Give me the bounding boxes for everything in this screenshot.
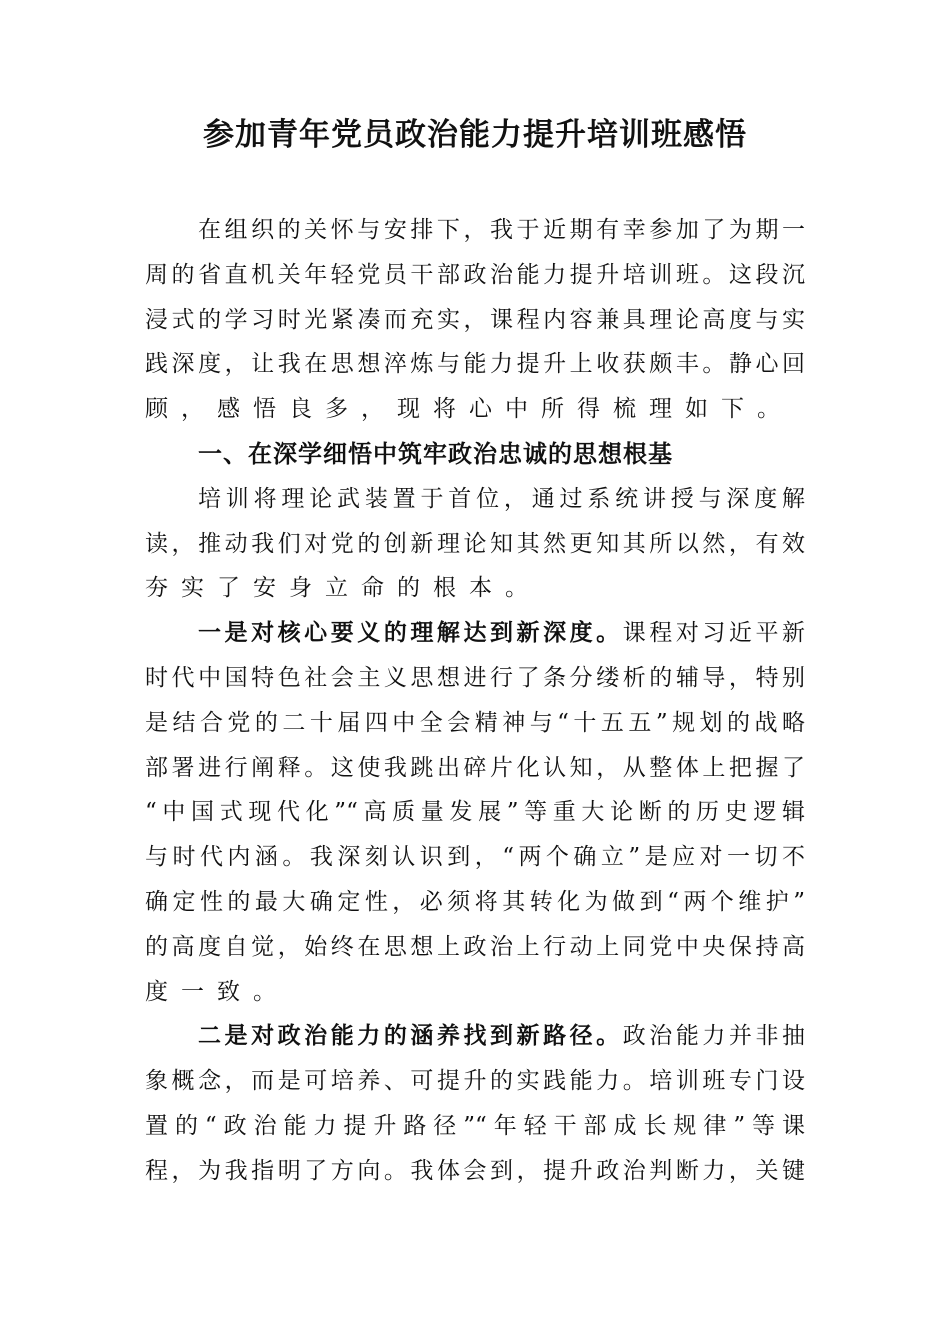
bold-lead-phrase: 二是对政治能力的涵养找到新路径。 [198, 1022, 623, 1050]
text-line [145, 342, 805, 387]
text-line [145, 701, 805, 746]
paragraph [145, 208, 805, 432]
line-text: 程，为我指明了方向。我体会到，提升政治判断力，关键 [145, 1157, 805, 1184]
line-text: 周的省直机关年轻党员干部政治能力提升培训班。这段沉 [145, 261, 805, 288]
text-line [145, 611, 805, 656]
paragraph [145, 1014, 805, 1193]
line-text: 的高度自觉，始终在思想上政治上行动上同党中央保持高 [145, 933, 805, 960]
text-line [145, 253, 805, 298]
document-body [145, 208, 805, 1194]
line-text: 夯实了安身立命的根本。 [145, 575, 541, 602]
line-text: 浸式的学习时光紧凑而充实，课程内容兼具理论高度与实 [145, 306, 805, 333]
line-text: 象概念，而是可培养、可提升的实践能力。培训班专门设 [145, 1068, 805, 1095]
text-line [145, 566, 805, 611]
text-line [145, 1059, 805, 1104]
text-line [145, 925, 805, 970]
line-text: “中国式现代化”“高质量发展”等重大论断的历史逻辑 [145, 799, 805, 826]
text-line [145, 387, 805, 432]
line-text: 时代中国特色社会主义思想进行了条分缕析的辅导，特别 [145, 664, 805, 691]
text-line [145, 656, 805, 701]
text-line [145, 1104, 805, 1149]
bold-lead-phrase: 一是对核心要义的理解达到新深度。 [198, 619, 623, 647]
line-text: 读，推动我们对党的创新理论知其然更知其所以然，有效 [145, 530, 805, 557]
document-title: 参加青年党员政治能力提升培训班感悟 [203, 117, 747, 153]
text-line [145, 208, 805, 253]
paragraph [145, 611, 805, 1014]
text-line [145, 1014, 805, 1059]
line-text: 政治能力并非抽 [622, 1023, 806, 1050]
paragraph [145, 477, 805, 611]
text-line [145, 746, 805, 791]
line-text: 顾，感悟良多，现将心中所得梳理如下。 [145, 396, 793, 423]
line-text: 置的“政治能力提升路径”“年轻干部成长规律”等课 [145, 1112, 805, 1139]
line-text: 培训将理论武装置于首位，通过系统讲授与深度解 [198, 485, 805, 512]
line-text: 度一致。 [145, 978, 289, 1005]
text-line [145, 835, 805, 880]
line-text: 与时代内涵。我深刻认识到，“两个确立”是应对一切不 [145, 844, 805, 871]
line-text: 一、在深学细悟中筑牢政治忠诚的思想根基 [198, 438, 673, 468]
line-text: 在组织的关怀与安排下，我于近期有幸参加了为期一 [198, 217, 805, 243]
text-line [145, 1149, 805, 1194]
section-heading [145, 432, 805, 477]
line-text: 确定性的最大确定性，必须将其转化为做到“两个维护” [145, 888, 805, 915]
text-line [145, 880, 805, 925]
text-line [145, 970, 805, 1015]
text-line [145, 298, 805, 343]
text-line [145, 790, 805, 835]
line-text: 是结合党的二十届四中全会精神与“十五五”规划的战略 [145, 709, 805, 736]
text-line [145, 522, 805, 567]
line-text: 部署进行阐释。这使我跳出碎片化认知，从整体上把握了 [145, 754, 805, 781]
text-line [145, 477, 805, 522]
line-text: 课程对习近平新 [622, 620, 806, 647]
text-line [145, 432, 805, 477]
line-text: 践深度，让我在思想淬炼与能力提升上收获颇丰。静心回 [145, 351, 805, 378]
